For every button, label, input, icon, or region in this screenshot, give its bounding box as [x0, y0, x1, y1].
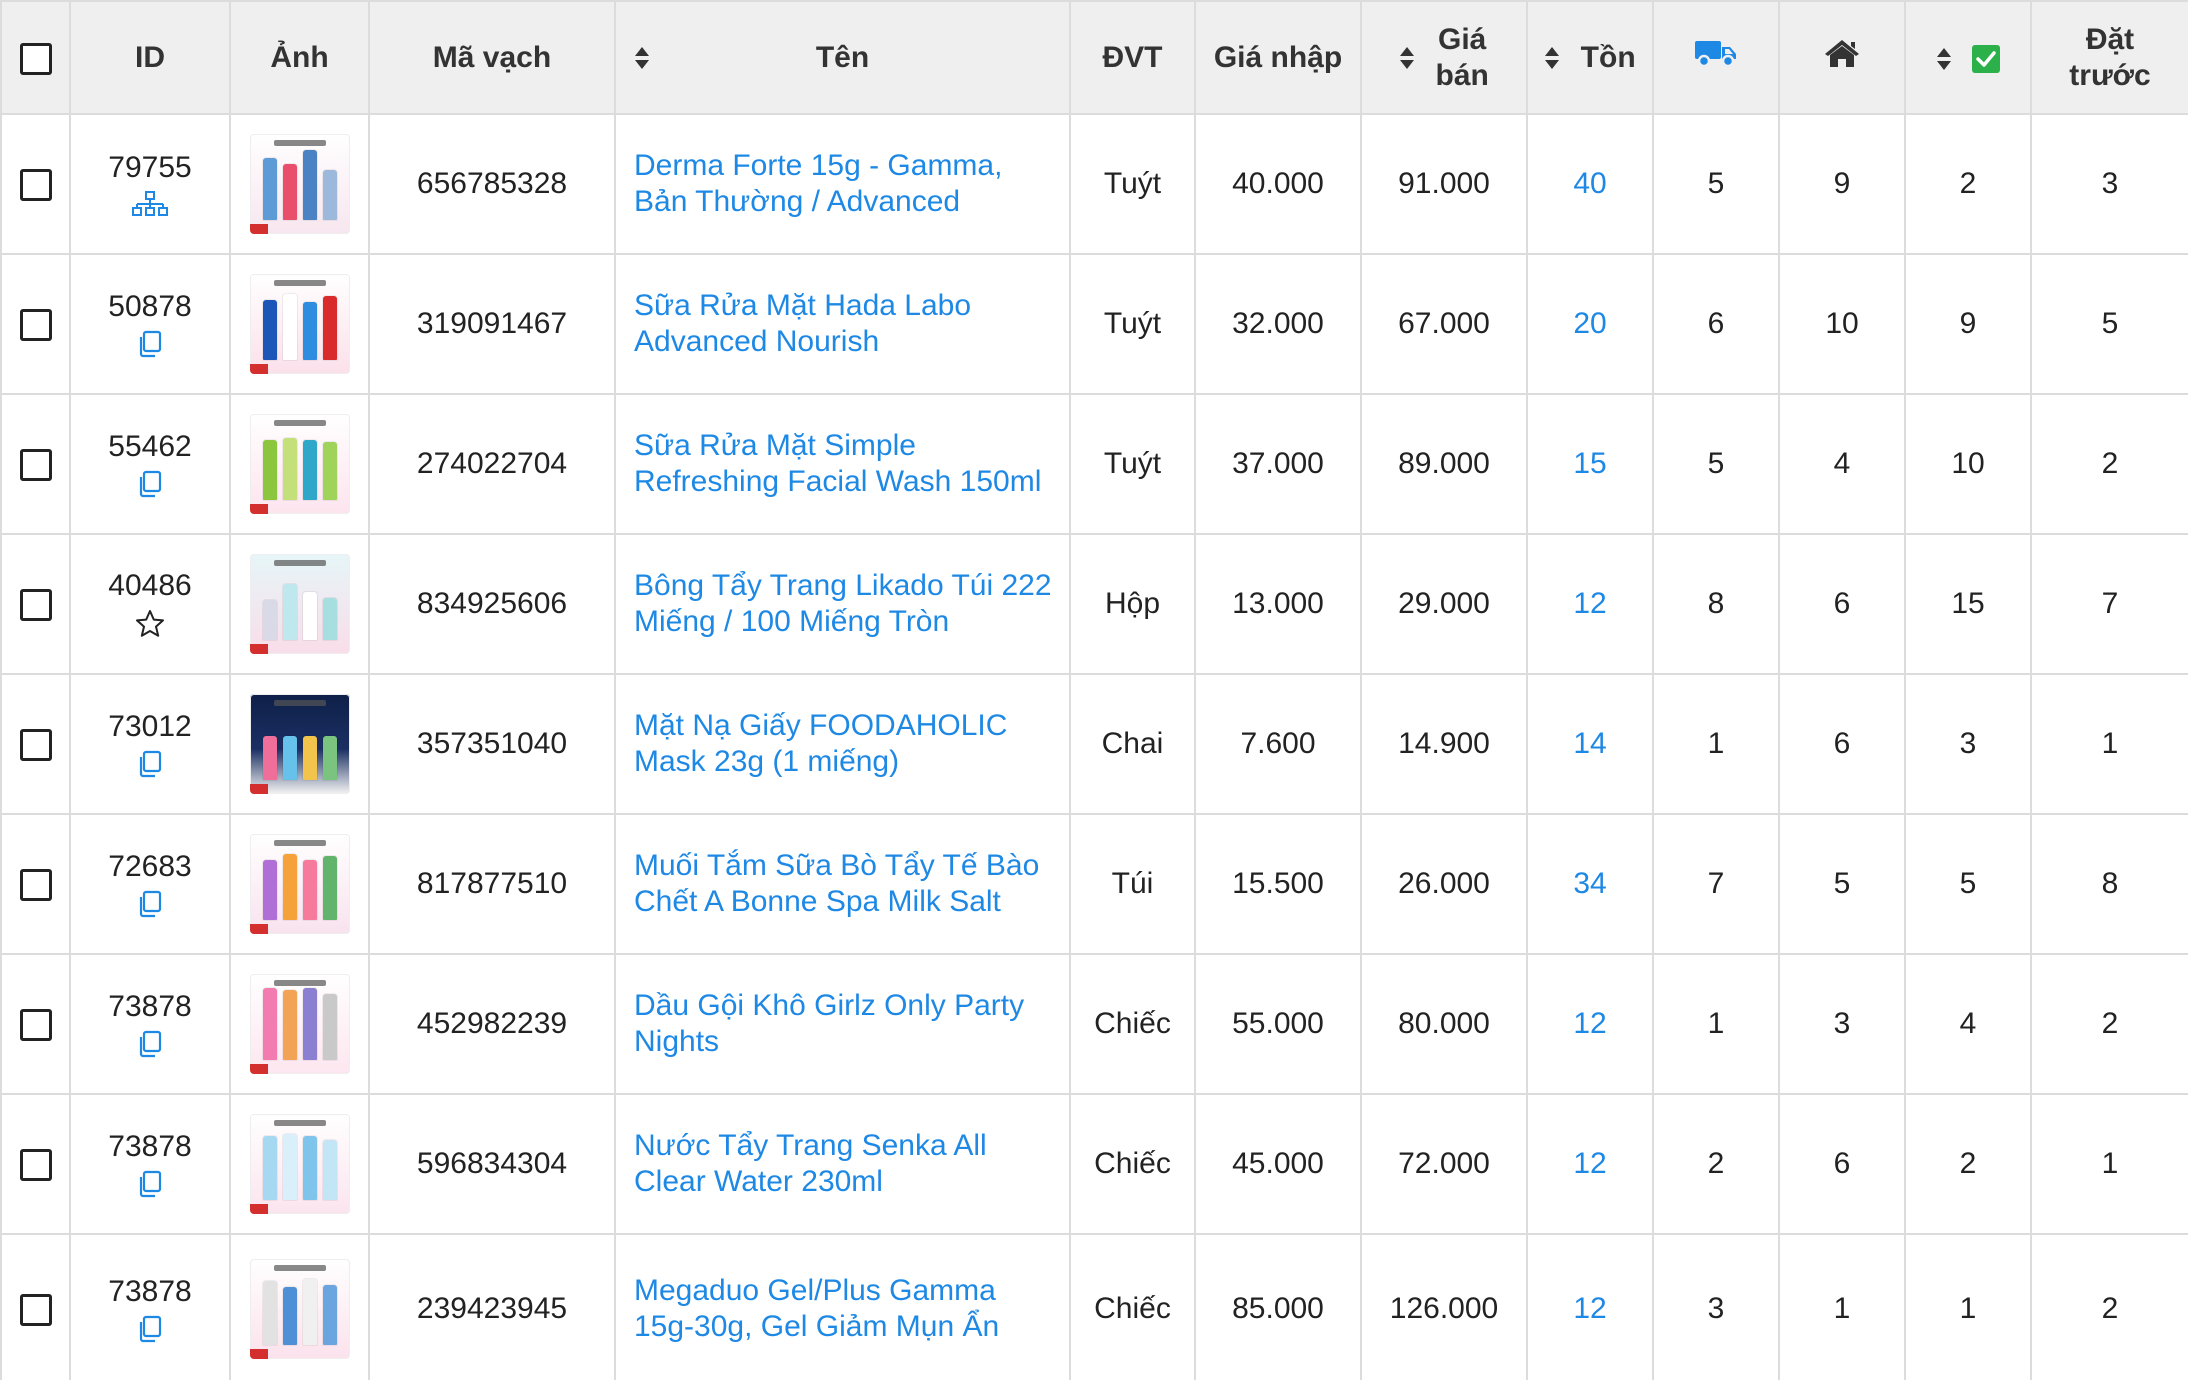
- shipping-cell: 2: [1653, 1094, 1779, 1234]
- sale-price-cell: 29.000: [1361, 534, 1527, 674]
- row-select-cell: [1, 394, 70, 534]
- checked-cell: 1: [1905, 1234, 2031, 1380]
- product-name-link[interactable]: Muối Tắm Sữa Bò Tẩy Tế Bào Chết A Bonne Spa Milk Salt: [634, 849, 1040, 918]
- unit-cell: Chiếc: [1070, 1094, 1195, 1234]
- image-cell: [230, 394, 369, 534]
- home-cell: 5: [1779, 814, 1905, 954]
- stock-cell: [1527, 814, 1653, 954]
- row-checkbox[interactable]: [20, 869, 52, 901]
- unit-cell: Tuýt: [1070, 114, 1195, 254]
- sale-price-cell: 126.000: [1361, 1234, 1527, 1380]
- barcode-cell: 239423945: [369, 1234, 615, 1380]
- table-row[interactable]: [1, 114, 2188, 254]
- barcode-cell: 452982239: [369, 954, 615, 1094]
- stock-cell: [1527, 394, 1653, 534]
- name-cell: [615, 674, 1070, 814]
- product-thumbnail[interactable]: [250, 1259, 350, 1359]
- stock-cell: [1527, 534, 1653, 674]
- name-cell: [615, 394, 1070, 534]
- table-header-row: [1, 1, 2188, 114]
- row-select-cell: [1, 1234, 70, 1380]
- barcode-cell: 596834304: [369, 1094, 615, 1234]
- preorder-label-line2: trước: [2069, 58, 2151, 92]
- home-icon: [1823, 38, 1861, 68]
- preorder-cell: 1: [2031, 674, 2188, 814]
- sort-icon[interactable]: [1399, 46, 1415, 70]
- name-cell: [615, 114, 1070, 254]
- column-header-sale-price[interactable]: [1361, 1, 1527, 114]
- column-header-name-label: Tên: [815, 40, 870, 74]
- id-cell: [70, 254, 230, 394]
- row-checkbox[interactable]: [20, 1009, 52, 1041]
- preorder-cell: 2: [2031, 1234, 2188, 1380]
- barcode-cell: 656785328: [369, 114, 615, 254]
- name-cell: [615, 534, 1070, 674]
- table-row[interactable]: [1, 954, 2188, 1094]
- shipping-cell: 3: [1653, 1234, 1779, 1380]
- checked-cell: 3: [1905, 674, 2031, 814]
- id-cell: [70, 954, 230, 1094]
- unit-cell: Túi: [1070, 814, 1195, 954]
- table-row[interactable]: [1, 1094, 2188, 1234]
- row-select-cell: [1, 254, 70, 394]
- sale-price-cell: 89.000: [1361, 394, 1527, 534]
- product-id: 72683: [108, 850, 192, 883]
- shipping-cell: 1: [1653, 674, 1779, 814]
- barcode-cell: 319091467: [369, 254, 615, 394]
- stock-link[interactable]: 40: [1573, 167, 1607, 200]
- hierarchy-icon[interactable]: [132, 191, 168, 217]
- stock-link[interactable]: 12: [1573, 1007, 1607, 1040]
- row-select-cell: [1, 674, 70, 814]
- row-checkbox[interactable]: [20, 1149, 52, 1181]
- preorder-cell: 8: [2031, 814, 2188, 954]
- column-header-preorder[interactable]: [2031, 1, 2188, 114]
- cost-price-cell: 13.000: [1195, 534, 1361, 674]
- checked-cell: 2: [1905, 114, 2031, 254]
- sort-icon[interactable]: [634, 46, 650, 70]
- unit-cell: Tuýt: [1070, 254, 1195, 394]
- product-id: 79755: [108, 151, 192, 184]
- home-cell: 6: [1779, 1094, 1905, 1234]
- shipping-cell: 6: [1653, 254, 1779, 394]
- stock-link[interactable]: 15: [1573, 447, 1607, 480]
- sale-price-cell: 14.900: [1361, 674, 1527, 814]
- product-thumbnail[interactable]: [250, 834, 350, 934]
- cost-price-cell: 32.000: [1195, 254, 1361, 394]
- cost-price-cell: 85.000: [1195, 1234, 1361, 1380]
- id-cell: [70, 394, 230, 534]
- cost-price-cell: 55.000: [1195, 954, 1361, 1094]
- checked-cell: 10: [1905, 394, 2031, 534]
- product-name-link[interactable]: Sữa Rửa Mặt Simple Refreshing Facial Wash 150ml: [634, 429, 1042, 498]
- row-checkbox[interactable]: [20, 169, 52, 201]
- id-cell: [70, 534, 230, 674]
- id-cell: [70, 674, 230, 814]
- copy-icon[interactable]: [137, 750, 163, 778]
- select-all-cell: [1, 1, 70, 114]
- product-thumbnail[interactable]: [250, 274, 350, 374]
- row-checkbox[interactable]: [20, 729, 52, 761]
- unit-cell: Hộp: [1070, 534, 1195, 674]
- column-header-barcode[interactable]: Mã vạch: [369, 1, 615, 114]
- product-thumbnail[interactable]: [250, 554, 350, 654]
- stock-link[interactable]: 14: [1573, 727, 1607, 760]
- row-select-cell: [1, 954, 70, 1094]
- checkbox-checked-icon: [1972, 45, 2000, 73]
- sale-price-cell: 72.000: [1361, 1094, 1527, 1234]
- column-header-id[interactable]: ID: [70, 1, 230, 114]
- barcode-cell: 357351040: [369, 674, 615, 814]
- shipping-cell: 7: [1653, 814, 1779, 954]
- id-cell: [70, 1094, 230, 1234]
- column-header-name[interactable]: [615, 1, 1070, 114]
- shipping-cell: 5: [1653, 114, 1779, 254]
- stock-link[interactable]: 12: [1573, 1292, 1607, 1325]
- row-select-cell: [1, 534, 70, 674]
- home-cell: 4: [1779, 394, 1905, 534]
- home-cell: 10: [1779, 254, 1905, 394]
- product-id: 73878: [108, 1130, 192, 1163]
- image-cell: [230, 534, 369, 674]
- product-name-link[interactable]: Nước Tẩy Trang Senka All Clear Water 230ml: [634, 1129, 987, 1198]
- image-cell: [230, 674, 369, 814]
- stock-cell: [1527, 114, 1653, 254]
- table-row[interactable]: [1, 254, 2188, 394]
- preorder-cell: 5: [2031, 254, 2188, 394]
- column-header-cost-price[interactable]: Giá nhập: [1195, 1, 1361, 114]
- select-all-checkbox[interactable]: [20, 43, 52, 75]
- table-row[interactable]: [1, 394, 2188, 534]
- sort-icon[interactable]: [1936, 47, 1952, 71]
- name-cell: [615, 1094, 1070, 1234]
- name-cell: [615, 254, 1070, 394]
- table-row[interactable]: [1, 1234, 2188, 1380]
- star-outline-icon[interactable]: [135, 609, 165, 639]
- preorder-label-line1: Đặt: [2085, 22, 2135, 56]
- preorder-cell: 2: [2031, 954, 2188, 1094]
- barcode-cell: 834925606: [369, 534, 615, 674]
- product-thumbnail[interactable]: [250, 1114, 350, 1214]
- name-cell: [615, 814, 1070, 954]
- product-name-link[interactable]: Bông Tẩy Trang Likado Túi 222 Miếng / 100 Miếng Tròn: [634, 569, 1052, 638]
- image-cell: [230, 254, 369, 394]
- cost-price-cell: 45.000: [1195, 1094, 1361, 1234]
- truck-icon: [1694, 38, 1738, 68]
- product-name-link[interactable]: Derma Forte 15g - Gamma, Bản Thường / Advanced: [634, 149, 1003, 218]
- copy-icon[interactable]: [137, 1170, 163, 1198]
- checked-cell: 9: [1905, 254, 2031, 394]
- checked-cell: 15: [1905, 534, 2031, 674]
- preorder-cell: 2: [2031, 394, 2188, 534]
- product-thumbnail[interactable]: [250, 694, 350, 794]
- home-cell: 6: [1779, 534, 1905, 674]
- shipping-cell: 1: [1653, 954, 1779, 1094]
- image-cell: [230, 1234, 369, 1380]
- name-cell: [615, 1234, 1070, 1380]
- shipping-cell: 8: [1653, 534, 1779, 674]
- column-header-home[interactable]: [1779, 1, 1905, 114]
- unit-cell: Tuýt: [1070, 394, 1195, 534]
- row-select-cell: [1, 814, 70, 954]
- unit-cell: Chiếc: [1070, 1234, 1195, 1380]
- unit-cell: Chiếc: [1070, 954, 1195, 1094]
- product-id: 73878: [108, 1275, 192, 1308]
- copy-icon[interactable]: [137, 1030, 163, 1058]
- image-cell: [230, 954, 369, 1094]
- sale-price-label-line2: bán: [1435, 58, 1489, 92]
- stock-cell: [1527, 1094, 1653, 1234]
- table-row[interactable]: [1, 814, 2188, 954]
- sort-icon[interactable]: [1544, 46, 1560, 70]
- cost-price-cell: 7.600: [1195, 674, 1361, 814]
- image-cell: [230, 1094, 369, 1234]
- sale-price-cell: 26.000: [1361, 814, 1527, 954]
- product-name-link[interactable]: Dầu Gội Khô Girlz Only Party Nights: [634, 989, 1025, 1058]
- preorder-cell: 1: [2031, 1094, 2188, 1234]
- row-select-cell: [1, 1094, 70, 1234]
- stock-cell: [1527, 254, 1653, 394]
- sale-price-cell: 67.000: [1361, 254, 1527, 394]
- cost-price-cell: 40.000: [1195, 114, 1361, 254]
- table-row[interactable]: [1, 674, 2188, 814]
- preorder-cell: 7: [2031, 534, 2188, 674]
- cost-price-cell: 37.000: [1195, 394, 1361, 534]
- stock-cell: [1527, 674, 1653, 814]
- image-cell: [230, 114, 369, 254]
- product-id: 40486: [108, 569, 192, 602]
- checked-cell: 2: [1905, 1094, 2031, 1234]
- copy-icon[interactable]: [137, 470, 163, 498]
- column-header-checked[interactable]: [1905, 1, 2031, 114]
- row-select-cell: [1, 114, 70, 254]
- product-id: 73012: [108, 710, 192, 743]
- id-cell: [70, 114, 230, 254]
- id-cell: [70, 814, 230, 954]
- home-cell: 1: [1779, 1234, 1905, 1380]
- checked-cell: 4: [1905, 954, 2031, 1094]
- barcode-cell: 817877510: [369, 814, 615, 954]
- stock-link[interactable]: 12: [1573, 1147, 1607, 1180]
- product-id: 73878: [108, 990, 192, 1023]
- product-name-link[interactable]: Megaduo Gel/Plus Gamma 15g-30g, Gel Giảm Mụn Ẩn: [634, 1274, 1000, 1343]
- barcode-cell: 274022704: [369, 394, 615, 534]
- cost-price-cell: 15.500: [1195, 814, 1361, 954]
- row-checkbox[interactable]: [20, 449, 52, 481]
- shipping-cell: 5: [1653, 394, 1779, 534]
- id-cell: [70, 1234, 230, 1380]
- product-thumbnail[interactable]: [250, 974, 350, 1074]
- name-cell: [615, 954, 1070, 1094]
- copy-icon[interactable]: [137, 330, 163, 358]
- table-row[interactable]: [1, 534, 2188, 674]
- column-header-shipping[interactable]: [1653, 1, 1779, 114]
- column-header-stock[interactable]: [1527, 1, 1653, 114]
- sale-price-label-line1: Giá: [1437, 22, 1487, 56]
- stock-link[interactable]: 12: [1573, 587, 1607, 620]
- product-id: 55462: [108, 430, 192, 463]
- product-thumbnail[interactable]: [250, 134, 350, 234]
- column-header-unit[interactable]: ĐVT: [1070, 1, 1195, 114]
- product-thumbnail[interactable]: [250, 414, 350, 514]
- sale-price-cell: 91.000: [1361, 114, 1527, 254]
- stock-link[interactable]: 34: [1573, 867, 1607, 900]
- product-name-link[interactable]: Sữa Rửa Mặt Hada Labo Advanced Nourish: [634, 289, 972, 358]
- column-header-image: Ảnh: [230, 1, 369, 114]
- copy-icon[interactable]: [137, 890, 163, 918]
- product-id: 50878: [108, 290, 192, 323]
- row-checkbox[interactable]: [20, 589, 52, 621]
- stock-label: Tồn: [1580, 41, 1636, 75]
- product-name-link[interactable]: Mặt Nạ Giấy FOODAHOLIC Mask 23g (1 miếng): [634, 709, 1008, 778]
- image-cell: [230, 814, 369, 954]
- checked-cell: 5: [1905, 814, 2031, 954]
- stock-link[interactable]: 20: [1573, 307, 1607, 340]
- row-checkbox[interactable]: [20, 309, 52, 341]
- home-cell: 6: [1779, 674, 1905, 814]
- copy-icon[interactable]: [137, 1315, 163, 1343]
- home-cell: 3: [1779, 954, 1905, 1094]
- sale-price-cell: 80.000: [1361, 954, 1527, 1094]
- stock-cell: [1527, 1234, 1653, 1380]
- row-checkbox[interactable]: [20, 1294, 52, 1326]
- stock-cell: [1527, 954, 1653, 1094]
- home-cell: 9: [1779, 114, 1905, 254]
- preorder-cell: 3: [2031, 114, 2188, 254]
- unit-cell: Chai: [1070, 674, 1195, 814]
